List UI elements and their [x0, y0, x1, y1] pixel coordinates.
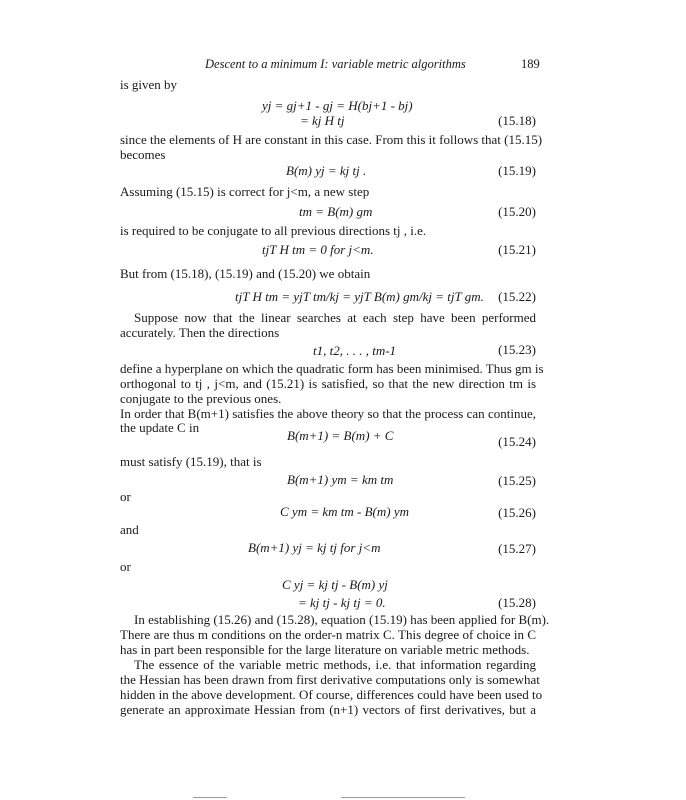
paragraph-line: the update C in — [120, 420, 200, 435]
equation-15-18-line2: = kj H tj — [300, 113, 345, 128]
footer-rule — [341, 797, 465, 798]
equation-number: (15.19) — [498, 163, 536, 178]
page-number: 189 — [521, 57, 540, 71]
paragraph-line: Assuming (15.15) is correct for j<m, a new step — [120, 184, 370, 199]
paragraph-line: generate an approximate Hessian from (n+1) vectors of first derivatives, but a — [120, 702, 536, 717]
paragraph-line: must satisfy (15.19), that is — [120, 454, 262, 469]
equation-15-19: B(m) yj = kj tj . — [286, 163, 367, 178]
equation-15-26: C ym = km tm - B(m) ym — [280, 504, 409, 519]
equation-15-25: B(m+1) ym = km tm — [287, 472, 394, 487]
equation-15-28-line2: = kj tj - kj tj = 0. — [298, 595, 386, 610]
paragraph-line: The essence of the variable metric methods, i.e. that information regarding — [134, 657, 536, 672]
paragraph-line: accurately. Then the directions — [120, 325, 280, 340]
equation-number: (15.18) — [498, 113, 536, 128]
equation-number: (15.27) — [498, 541, 536, 556]
equation-15-18-line1: yj = gj+1 - gj = H(bj+1 - bj) — [262, 98, 413, 113]
paragraph-line: hidden in the above development. Of course, differences could have been used to — [120, 687, 543, 702]
equation-number: (15.24) — [498, 434, 536, 449]
paragraph-line: But from (15.18), (15.19) and (15.20) we obtain — [120, 266, 371, 281]
paragraph-line: define a hyperplane on which the quadratic form has been minimised. Thus gm is — [120, 361, 544, 376]
paragraph-line: since the elements of H are constant in this case. From this it follows that (15.15) — [120, 132, 543, 147]
footer-rule — [193, 797, 227, 798]
paragraph-line: orthogonal to tj , j<m, and (15.21) is satisfied, so that the new direction tm is — [120, 376, 536, 391]
equation-15-21: tjT H tm = 0 for j<m. — [262, 242, 374, 257]
paragraph-line: In order that B(m+1) satisfies the above theory so that the process can continue, — [120, 406, 536, 421]
equation-15-20: tm = B(m) gm — [299, 204, 373, 219]
paragraph-line: the Hessian has been drawn from first derivative computations only is somewhat — [120, 672, 540, 687]
paragraph-line: or — [120, 559, 131, 574]
equation-15-22: tjT H tm = yjT tm/kj = yjT B(m) gm/kj = tjT gm. — [235, 289, 484, 304]
equation-15-27: B(m+1) yj = kj tj for j<m — [248, 540, 381, 555]
equation-number: (15.28) — [498, 595, 536, 610]
paragraph-line: In establishing (15.26) and (15.28), equation (15.19) has been applied for B(m). — [134, 612, 550, 627]
paragraph-line: and — [120, 522, 139, 537]
equation-number: (15.25) — [498, 473, 536, 488]
equation-number: (15.22) — [498, 289, 536, 304]
equation-number: (15.20) — [498, 204, 536, 219]
paragraph-line: conjugate to the previous ones. — [120, 391, 282, 406]
paragraph-line: has in part been responsible for the large literature on variable metric methods. — [120, 642, 530, 657]
paragraph-line: There are thus m conditions on the order-n matrix C. This degree of choice in C — [120, 627, 536, 642]
running-title: Descent to a minimum I: variable metric algorithms — [205, 57, 466, 71]
equation-number: (15.23) — [498, 342, 536, 357]
paragraph-line: or — [120, 489, 131, 504]
equation-15-23: t1, t2, . . . , tm-1 — [313, 343, 397, 358]
equation-number: (15.21) — [498, 242, 536, 257]
paragraph-line: becomes — [120, 147, 166, 162]
paragraph-line: Suppose now that the linear searches at each step have been performed — [134, 310, 536, 325]
paragraph-line: is required to be conjugate to all previous directions tj , i.e. — [120, 223, 427, 238]
equation-15-28-line1: C yj = kj tj - B(m) yj — [282, 577, 388, 592]
equation-number: (15.26) — [498, 505, 536, 520]
equation-15-24: B(m+1) = B(m) + C — [287, 428, 394, 443]
paragraph-line: is given by — [120, 77, 178, 92]
